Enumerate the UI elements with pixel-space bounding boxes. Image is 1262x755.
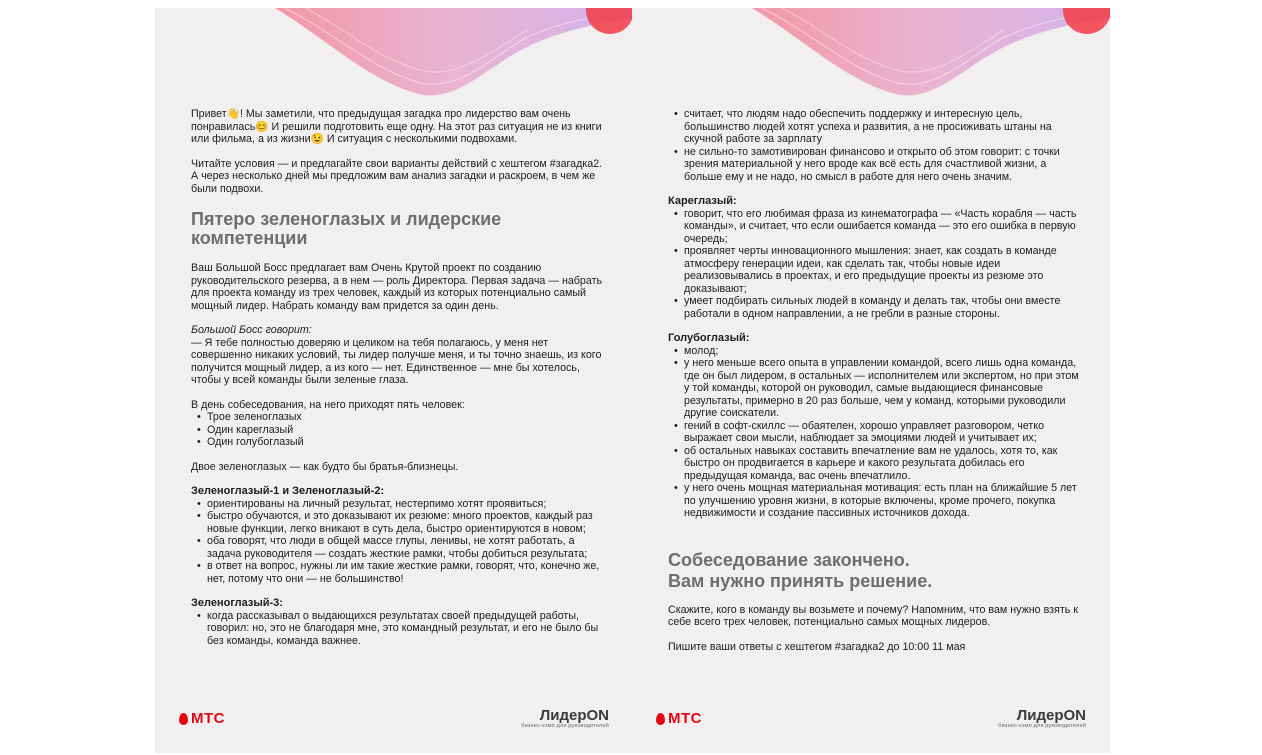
cta-paragraph: Пишите ваши ответы с хештегом #загадка2 до 10:00 11 мая bbox=[668, 640, 966, 653]
green3-continued-list bbox=[668, 108, 1082, 183]
section-heading: Зеленоглазый-3: bbox=[191, 597, 283, 609]
list-item: • молод; bbox=[684, 345, 1082, 358]
mts-logo: МТС bbox=[179, 710, 225, 727]
boss-quote: — Я тебе полностью доверяю и целиком на тебя полагаюсь, у меня нет совершенно никаких условий, ты лидер получше меня, и ты точно знаешь, из кого получится мощный лидер, а из кого — нет. Единственное — мне бы хотелось, чтобы у всей команды были зеленые глаза. bbox=[191, 336, 602, 386]
list-item: • оба говорят, что люди в общей массе глупы, ленивы, не хотят работать, а задача руководителя — создать жесткие рамки, чтобы добиться результата; bbox=[207, 535, 605, 560]
list-item: • Трое зеленоглазых bbox=[207, 411, 605, 424]
instructions-paragraph: Читайте условия — и предлагайте свои варианты действий с хештегом #загадка2. А через несколько дней мы предложим вам анализ загадки и раскроем, в чем же были подвохи. bbox=[191, 157, 603, 195]
list-item: • у него меньше всего опыта в управлении командой, всего лишь одна команда, где он был лидером, в остальных — исполнителем или экспертом, но при этом у той команды, которой он руководил, самые выдающиеся финансовые результаты, примерно в 20 раз больше, чем у команд, которыми руководили другие соискатели. bbox=[684, 357, 1082, 420]
right-content bbox=[668, 108, 1082, 653]
list-item: • умеет подбирать сильных людей в команду и делать так, чтобы они вместе работали в одном направлении, а не гребли в разные стороны. bbox=[684, 295, 1082, 320]
mts-logo: МТС bbox=[656, 710, 702, 727]
mts-egg-icon bbox=[179, 713, 188, 725]
list-item: • быстро обучаются, и это доказывают их резюме: много проектов, каждый раз новые функции, легко вникают в суть дела, быстро ориентируются в новом; bbox=[207, 510, 605, 535]
section-heading: Зеленоглазый-1 и Зеленоглазый-2: bbox=[191, 485, 385, 497]
task-paragraph: Ваш Большой Босс предлагает вам Очень Крутой проект по созданию руководительского резерва, а в нем — роль Директора. Первая задача — набрать для проекта команду из трех человек, каждый из которых потенциально самый мощный лидер. Набрать команду вам придется за один день. bbox=[191, 262, 603, 312]
page-title: Пятеро зеленоглазых и лидерские компетенции bbox=[191, 209, 502, 248]
list-item: • проявляет черты инновационного мышления: знает, как создать в команде атмосферу генерации идеи, как сделать так, чтобы новые идеи реализовывались в проектах, и его предыдущие проекты из резюме это доказывают; bbox=[684, 245, 1082, 295]
page-footer bbox=[179, 705, 609, 729]
list-item: • говорит, что его любимая фраза из кинематографа — «Часть корабля — часть команды», и считает, что если ошибается команда — это его ошибка в первую очередь; bbox=[684, 208, 1082, 246]
section-heading: Голубоглазый: bbox=[668, 332, 750, 344]
document-page-right bbox=[632, 8, 1110, 753]
green3-list bbox=[191, 610, 605, 648]
green12-list bbox=[191, 498, 605, 586]
mts-egg-icon bbox=[656, 713, 665, 725]
question-paragraph: Скажите, кого в команду вы возьмете и почему? Напомним, что вам нужно взять к себе всего трех человек, потенциально самых мощных лидеров. bbox=[668, 603, 1078, 628]
list-item: • у него очень мощная материальная мотивация: есть план на ближайшие 5 лет по улучшению уровня жизни, в которые включены, кроме прочего, покупка недвижимости и создание пассивных источников дохода. bbox=[684, 482, 1082, 520]
list-item: • Один кареглазый bbox=[207, 424, 605, 437]
twins-text: Двое зеленоглазых — как будто бы братья-близнецы. bbox=[191, 460, 459, 473]
decorative-wave bbox=[632, 8, 1110, 108]
intro-paragraph: Привет👋! Мы заметили, что предыдущая загадка про лидерство вам очень понравилась😊 И решили подготовить еще одну. На этот раз ситуация не из книги или фильма, а из жизни😉 И ситуация с несколькими подвохами. bbox=[191, 108, 602, 145]
list-item: • об остальных навыках составить впечатление вам не удалось, хотя то, как быстро он продвигается в карьере и какого результата добилась его предыдущая команда, вас очень впечатлило. bbox=[684, 445, 1082, 483]
list-item: • Один голубоглазый bbox=[207, 436, 605, 449]
interview-day-text: В день собеседования, на него приходят пять человек: bbox=[191, 398, 465, 411]
lider-on-logo: ЛидерON бизнес-кэмп для руководителей bbox=[998, 707, 1086, 729]
candidates-list bbox=[191, 411, 605, 449]
boss-says-label: Большой Босс говорит: bbox=[191, 324, 312, 336]
final-heading-line-1: Собеседование закончено. bbox=[668, 549, 910, 570]
final-heading-line-2: Вам нужно принять решение. bbox=[668, 570, 933, 591]
blue-list bbox=[668, 345, 1082, 520]
list-item: • считает, что людям надо обеспечить поддержку и интересную цель, большинство людей хотят успеха и развития, а не просиживать штаны на скучной работе за зарплату bbox=[684, 108, 1082, 146]
section-heading: Кареглазый: bbox=[668, 195, 737, 207]
lider-on-logo: ЛидерON бизнес-кэмп для руководителей bbox=[521, 707, 609, 729]
page-footer bbox=[656, 705, 1086, 729]
list-item: • когда рассказывал о выдающихся результатах своей предыдущей работы, говорил: но, это не благодаря мне, это командный результат, и его не было бы без команды, команда важнее. bbox=[207, 610, 605, 648]
decorative-wave bbox=[155, 8, 633, 108]
document-page-left bbox=[155, 8, 633, 753]
list-item: • гений в софт-скиллс — обаятелен, хорошо управляет разговором, четко выражает свои мысли, наблюдает за эмоциями людей и учитывает их; bbox=[684, 420, 1082, 445]
list-item: • в ответ на вопрос, нужны ли им такие жесткие рамки, говорят, что, конечно же, нет, потому что они — не большинство! bbox=[207, 560, 605, 585]
list-item: • не сильно-то замотивирован финансово и открыто об этом говорит: с точки зрения материальной у него вроде как всё есть для счастливой жизни, а больше ему и не надо, но смысл в работе для него очень значим. bbox=[684, 146, 1082, 184]
list-item: • ориентированы на личный результат, нестерпимо хотят проявиться; bbox=[207, 498, 605, 511]
brown-list bbox=[668, 208, 1082, 321]
left-content bbox=[191, 108, 605, 647]
